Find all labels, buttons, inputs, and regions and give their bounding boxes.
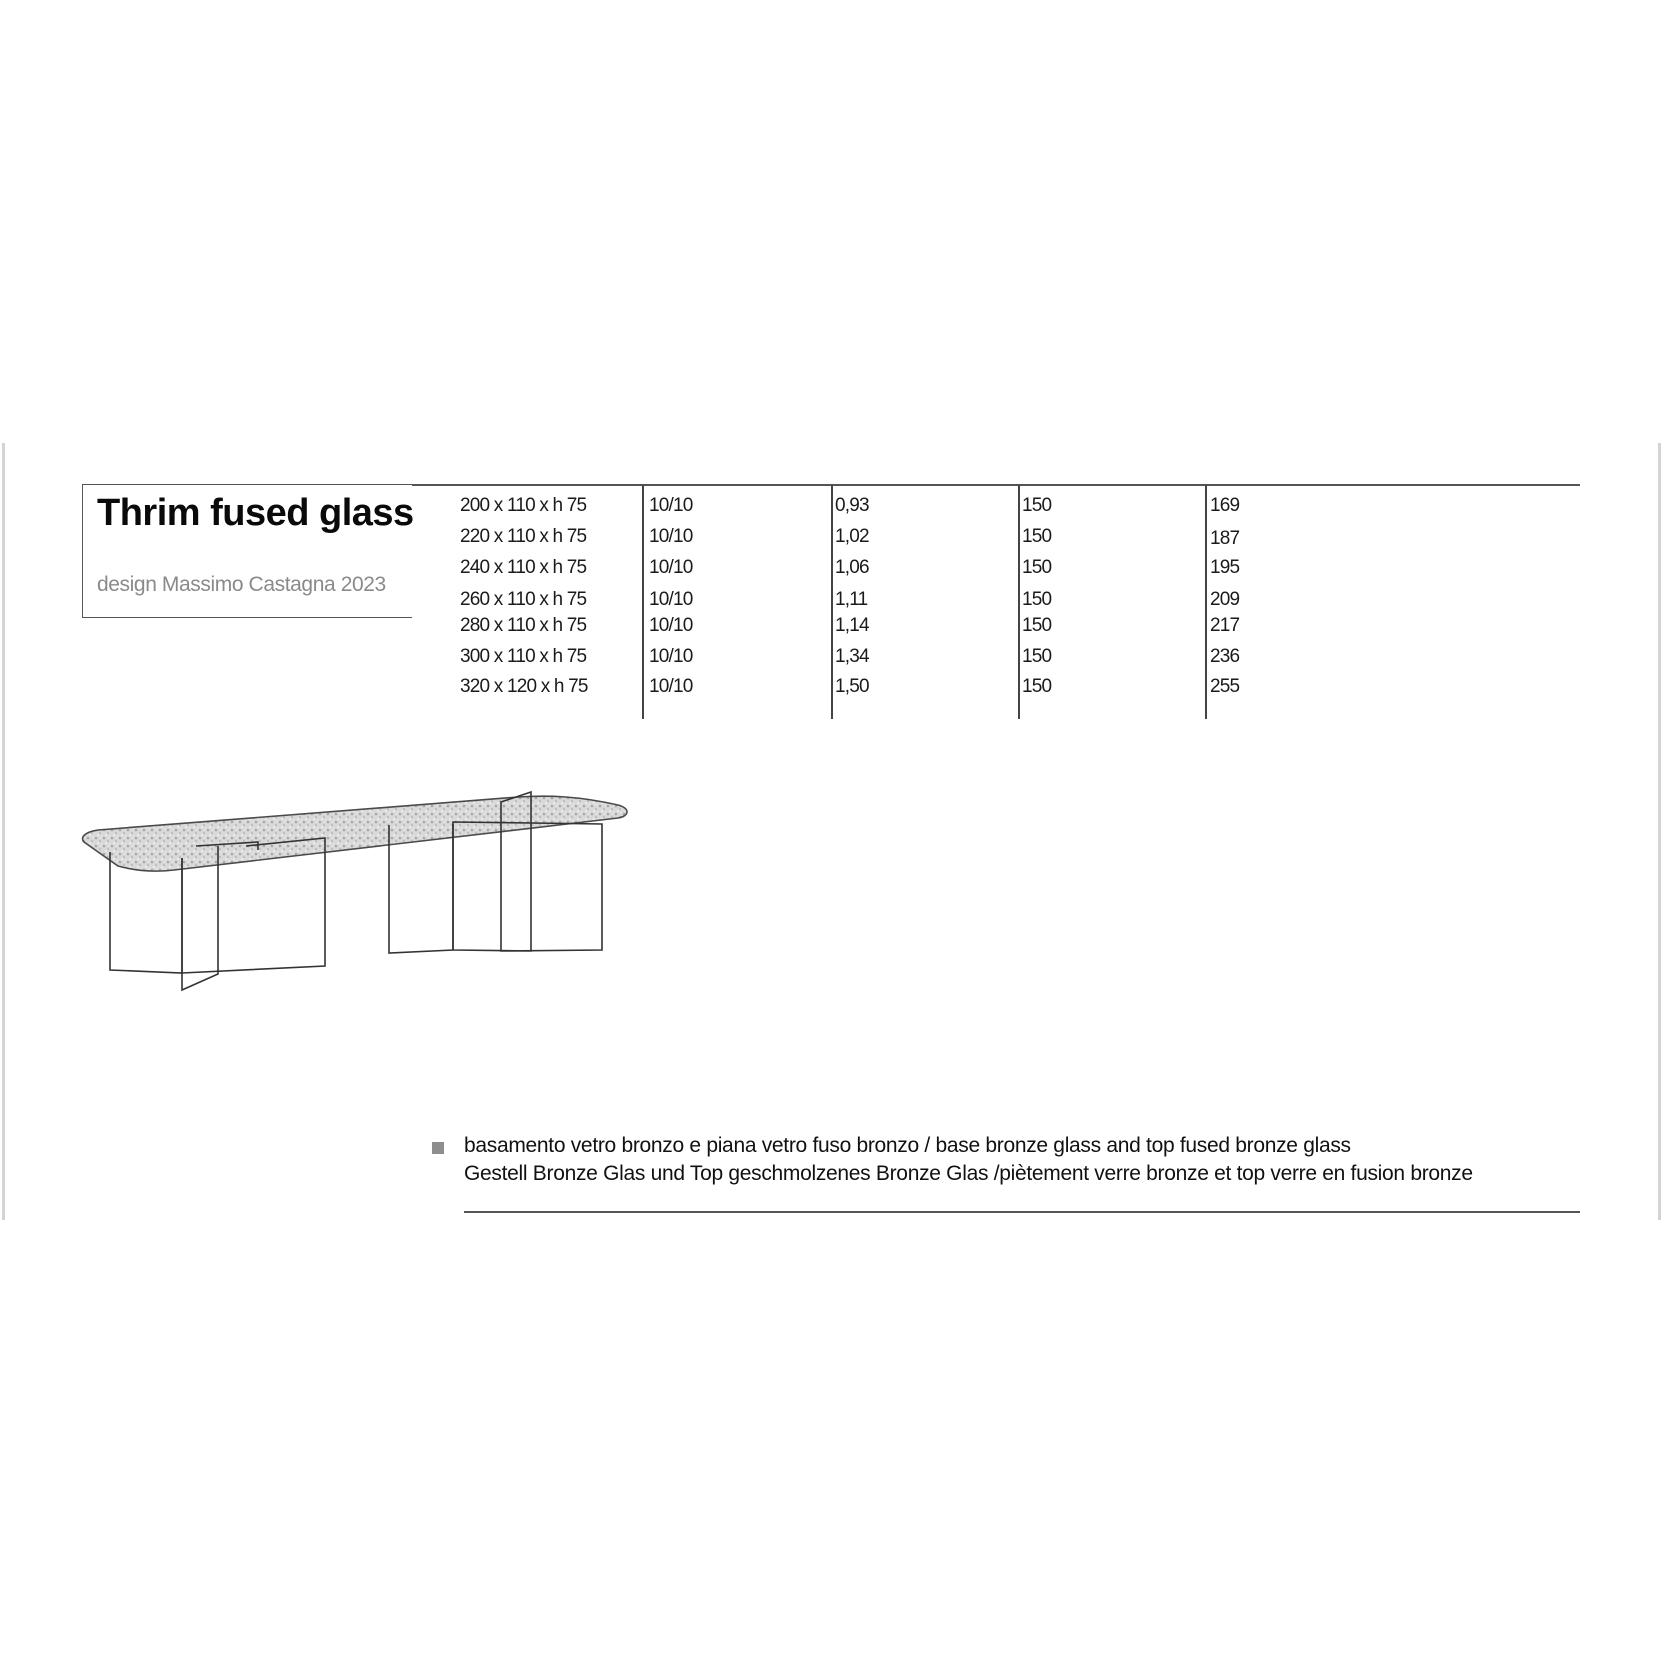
table-row (460, 676, 1560, 704)
value-cell: 1,06 (835, 557, 869, 578)
finish-swatch (432, 1142, 444, 1154)
value-cell: 150 (1022, 646, 1052, 667)
value-cell: 10/10 (649, 557, 693, 578)
table-row (460, 526, 1560, 554)
dimension-cell: 240 x 110 x h 75 (460, 557, 587, 578)
value-cell: 10/10 (649, 615, 693, 636)
table-row (460, 646, 1560, 674)
value-cell: 1,14 (835, 615, 869, 636)
value-cell: 1,11 (835, 589, 868, 610)
value-cell: 217 (1210, 615, 1240, 636)
value-cell: 1,34 (835, 646, 869, 667)
glass-table-drawing-icon (78, 780, 638, 995)
scan-artifact (470, 1112, 1550, 1116)
value-cell: 236 (1210, 646, 1240, 667)
value-cell: 187 (1210, 528, 1240, 549)
dimension-cell: 260 x 110 x h 75 (460, 589, 587, 610)
value-cell: 209 (1210, 589, 1240, 610)
table-row (460, 615, 1560, 643)
sheet-edge-left (2, 443, 5, 1220)
dimension-cell: 220 x 110 x h 75 (460, 526, 587, 547)
value-cell: 195 (1210, 557, 1240, 578)
dimension-cell: 300 x 110 x h 75 (460, 646, 587, 667)
value-cell: 10/10 (649, 676, 693, 697)
designer-credit: design Massimo Castagna 2023 (97, 573, 386, 596)
table-row (460, 557, 1560, 585)
sheet-edge-right (1658, 443, 1661, 1220)
value-cell: 150 (1022, 495, 1052, 516)
product-title: Thrim fused glass (97, 492, 414, 534)
finish-description-it-en: basamento vetro bronzo e piana vetro fuso bronzo / base bronze glass and top fused bronze glass (464, 1134, 1351, 1157)
dimension-cell: 280 x 110 x h 75 (460, 615, 587, 636)
value-cell: 10/10 (649, 589, 693, 610)
table-row (460, 495, 1560, 523)
finish-description-de-fr: Gestell Bronze Glas und Top geschmolzenes Bronze Glas /piètement verre bronze et top verre en fusion bronze (464, 1162, 1473, 1185)
value-cell: 1,02 (835, 526, 869, 547)
value-cell: 10/10 (649, 526, 693, 547)
value-cell: 150 (1022, 615, 1052, 636)
value-cell: 150 (1022, 589, 1052, 610)
dimension-cell: 200 x 110 x h 75 (460, 495, 587, 516)
value-cell: 1,50 (835, 676, 869, 697)
value-cell: 150 (1022, 676, 1052, 697)
value-cell: 10/10 (649, 646, 693, 667)
value-cell: 169 (1210, 495, 1240, 516)
value-cell: 0,93 (835, 495, 869, 516)
value-cell: 10/10 (649, 495, 693, 516)
legend-underline (464, 1211, 1580, 1213)
value-cell: 255 (1210, 676, 1240, 697)
value-cell: 150 (1022, 526, 1052, 547)
table-top-rule (412, 484, 1580, 486)
value-cell: 150 (1022, 557, 1052, 578)
table-row (460, 589, 1560, 617)
dimension-cell: 320 x 120 x h 75 (460, 676, 588, 697)
